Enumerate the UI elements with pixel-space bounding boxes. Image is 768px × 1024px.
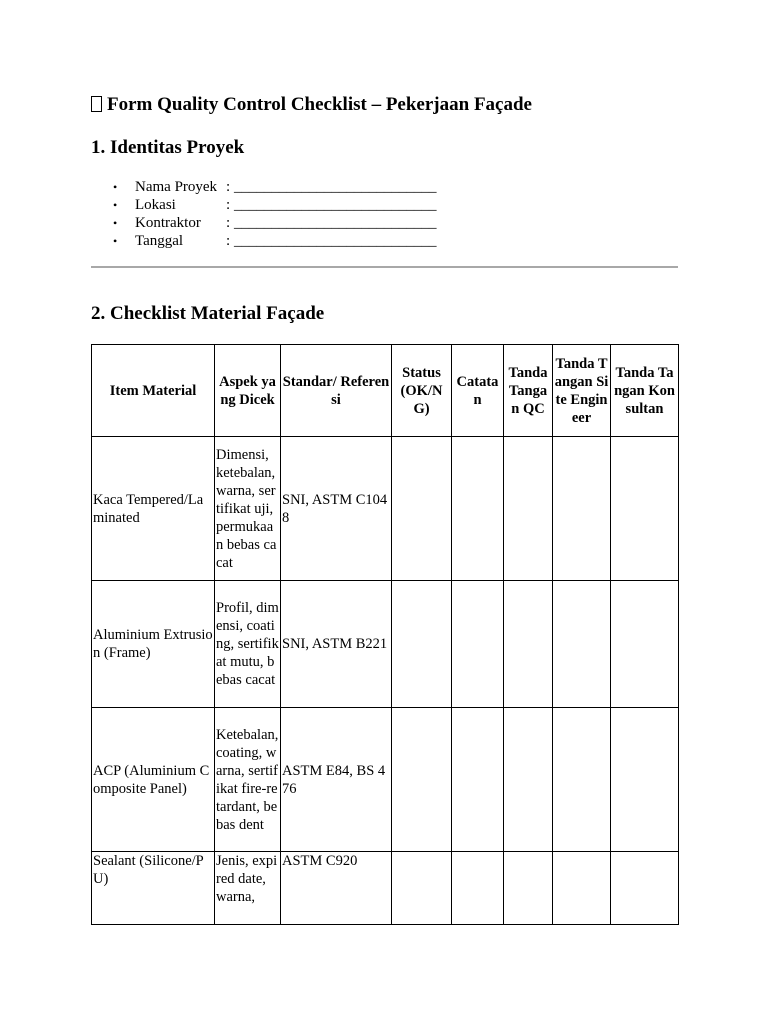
field-blank-line: ___________________________ — [234, 215, 437, 231]
identity-field-nama-proyek — [91, 178, 437, 196]
bullet: • — [113, 216, 118, 230]
bullet: • — [113, 234, 118, 248]
cell-aspek: Dimensi, ketebalan, warna, sertifikat uji, permukaan bebas cacat — [215, 437, 281, 581]
field-colon: : — [226, 197, 231, 213]
cell-status[interactable] — [392, 581, 452, 708]
cell-ttd-qc[interactable] — [504, 581, 553, 708]
field-label: Lokasi — [135, 197, 176, 213]
bullet: • — [113, 198, 118, 212]
cell-status[interactable] — [392, 852, 452, 925]
field-blank-line: ___________________________ — [234, 233, 437, 249]
cell-standar: SNI, ASTM C1048 — [281, 437, 392, 581]
field-colon: : — [226, 179, 231, 195]
cell-ttd-site-engineer[interactable] — [553, 708, 611, 852]
cell-aspek: Ketebalan, coating, warna, sertifikat fire-retardant, bebas dent — [215, 708, 281, 852]
section-material-heading: 2. Checklist Material Façade — [91, 303, 325, 324]
table-header-row — [92, 345, 679, 437]
cell-item: Aluminium Extrusion (Frame) — [92, 581, 215, 708]
field-label: Nama Proyek — [135, 179, 218, 195]
cell-aspek: Jenis, expired date, warna, — [215, 852, 281, 925]
identity-field-list — [91, 178, 437, 250]
cell-catatan[interactable] — [452, 581, 504, 708]
missing-glyph-icon — [91, 96, 102, 112]
column-header-aspek: Aspek yang Dicek — [215, 345, 281, 437]
column-header-item-material: Item Material — [92, 345, 215, 437]
cell-ttd-konsultan[interactable] — [611, 437, 679, 581]
identity-field-lokasi — [91, 196, 437, 214]
cell-standar: ASTM E84, BS 476 — [281, 708, 392, 852]
field-blank-line: ___________________________ — [234, 179, 437, 195]
cell-standar: SNI, ASTM B221 — [281, 581, 392, 708]
cell-ttd-site-engineer[interactable] — [553, 437, 611, 581]
cell-aspek: Profil, dimensi, coating, sertifikat mutu, bebas cacat — [215, 581, 281, 708]
column-header-ttd-site-engineer: Tanda Tangan Site Engineer — [553, 345, 611, 437]
field-label: Tanggal — [135, 233, 184, 249]
cell-status[interactable] — [392, 708, 452, 852]
field-label: Kontraktor — [135, 215, 201, 231]
cell-catatan[interactable] — [452, 708, 504, 852]
material-checklist-table — [91, 344, 679, 925]
column-header-ttd-qc: Tanda Tangan QC — [504, 345, 553, 437]
bullet: • — [113, 180, 118, 194]
cell-ttd-qc[interactable] — [504, 852, 553, 925]
cell-ttd-qc[interactable] — [504, 708, 553, 852]
document-title — [91, 94, 532, 116]
cell-ttd-site-engineer[interactable] — [553, 852, 611, 925]
cell-catatan[interactable] — [452, 437, 504, 581]
cell-ttd-konsultan[interactable] — [611, 581, 679, 708]
table-row — [92, 437, 679, 581]
table-row — [92, 708, 679, 852]
cell-ttd-konsultan[interactable] — [611, 708, 679, 852]
cell-standar: ASTM C920 — [281, 852, 392, 925]
document-title-text: Form Quality Control Checklist – Pekerjaan Façade — [107, 94, 532, 115]
cell-ttd-qc[interactable] — [504, 437, 553, 581]
column-header-ttd-konsultan: Tanda Tangan Konsultan — [611, 345, 679, 437]
identity-field-tanggal — [91, 232, 437, 250]
cell-item: Kaca Tempered/Laminated — [92, 437, 215, 581]
table-row — [92, 581, 679, 708]
field-colon: : — [226, 215, 231, 231]
table-row — [92, 852, 679, 925]
column-header-standar: Standar/ Referensi — [281, 345, 392, 437]
cell-status[interactable] — [392, 437, 452, 581]
cell-item: Sealant (Silicone/PU) — [92, 852, 215, 925]
section-divider — [91, 266, 678, 268]
section-identitas-heading: 1. Identitas Proyek — [91, 137, 245, 158]
field-colon: : — [226, 233, 231, 249]
column-header-catatan: Catatan — [452, 345, 504, 437]
cell-ttd-konsultan[interactable] — [611, 852, 679, 925]
column-header-status: Status (OK/NG) — [392, 345, 452, 437]
cell-ttd-site-engineer[interactable] — [553, 581, 611, 708]
cell-catatan[interactable] — [452, 852, 504, 925]
cell-item: ACP (Aluminium Composite Panel) — [92, 708, 215, 852]
field-blank-line: ___________________________ — [234, 197, 437, 213]
identity-field-kontraktor — [91, 214, 437, 232]
